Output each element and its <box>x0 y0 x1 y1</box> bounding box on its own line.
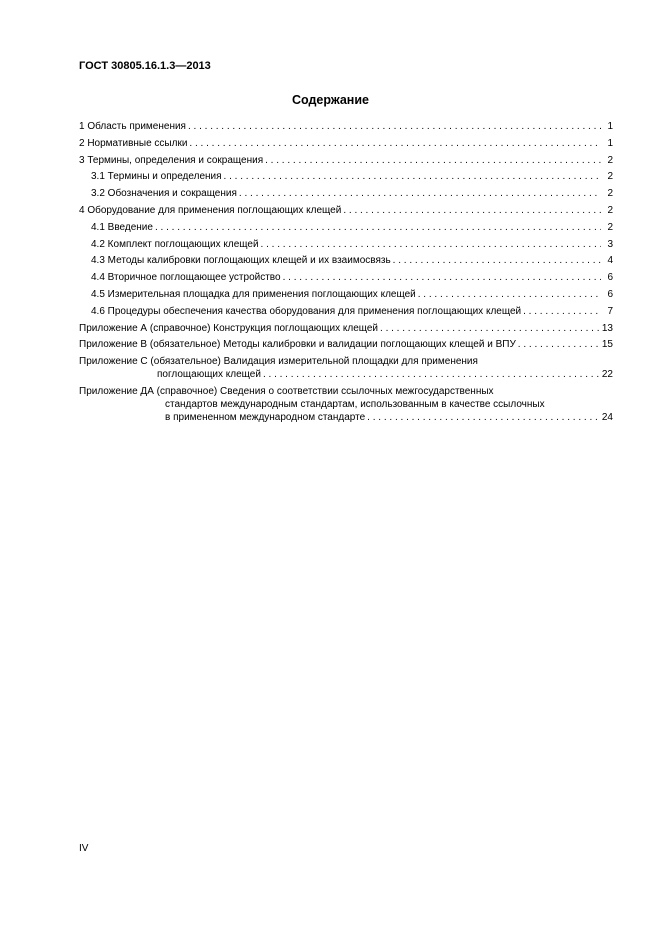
toc-entry-annex-c[interactable] <box>79 356 613 381</box>
toc-entry-3[interactable]: 3 Термины, определения и сокращения . . . 2 <box>79 155 613 167</box>
toc-entry-4[interactable]: 4 Оборудование для применения поглощающих клещей . . . 2 <box>79 205 613 217</box>
toc-entry-4-4[interactable]: 4.4 Вторичное поглощающее устройство . . . 6 <box>79 272 613 284</box>
table-of-contents <box>79 121 613 429</box>
toc-entry-annex-a[interactable]: Приложение А (справочное) Конструкция поглощающих клещей . . . 13 <box>79 323 613 335</box>
page-title: Содержание <box>291 93 369 107</box>
toc-entry-annex-da[interactable] <box>79 386 613 424</box>
toc-entry-annex-b[interactable]: Приложение В (обязательное) Методы калибровки и валидации поглощающих клещей и ВПУ . . . 15 <box>79 339 613 351</box>
annex-da-last-line: в примененном международном стандарте . . . 24 <box>165 412 613 424</box>
toc-entry-4-6[interactable]: 4.6 Процедуры обеспечения качества оборудования для применения поглощающих клещей . . . 7 <box>79 306 613 318</box>
toc-entry-3-2[interactable]: 3.2 Обозначения и сокращения . . . 2 <box>79 188 613 200</box>
annex-c-last-line: поглощающих клещей . . . 22 <box>157 369 613 381</box>
toc-entry-4-2[interactable]: 4.2 Комплект поглощающих клещей . . . 3 <box>79 239 613 251</box>
toc-entry-3-1[interactable]: 3.1 Термины и определения . . . 2 <box>79 171 613 183</box>
annex-c-title: Приложение С (обязательное) Валидация измерительной площадки для применения <box>79 356 478 368</box>
page-number: IV <box>79 843 89 854</box>
toc-entry-2[interactable]: 2 Нормативные ссылки . . . 1 <box>79 138 613 150</box>
toc-entry-1[interactable]: 1 Область применения . . . 1 <box>79 121 613 133</box>
toc-entry-4-3[interactable]: 4.3 Методы калибровки поглощающих клещей и их взаимосвязь . . . 4 <box>79 255 613 267</box>
toc-entry-4-1[interactable]: 4.1 Введение . . . 2 <box>79 222 613 234</box>
annex-da-title: Приложение ДА (справочное) Сведения о соответствии ссылочных межгосударственных <box>79 385 494 397</box>
document-code: ГОСТ 30805.16.1.3—2013 <box>79 60 211 72</box>
toc-entry-4-5[interactable]: 4.5 Измерительная площадка для применения поглощающих клещей . . . 6 <box>79 289 613 301</box>
annex-da-line-2: стандартов международным стандартам, использованным в качестве ссылочных <box>165 398 545 410</box>
